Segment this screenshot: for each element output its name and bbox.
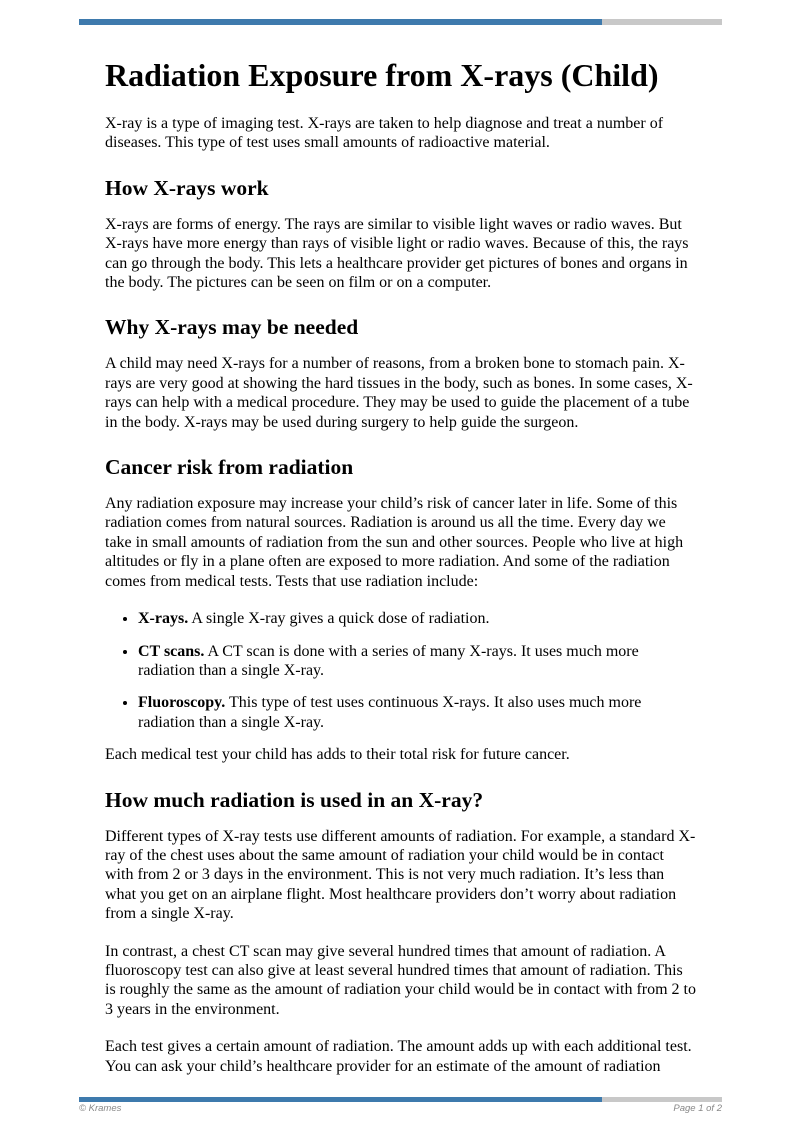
- section-heading-how-much-radiation: How much radiation is used in an X-ray?: [105, 787, 484, 812]
- copyright-label: © Krames: [79, 1103, 122, 1114]
- header-accent-bar: [79, 19, 722, 25]
- footer-accent-bar: [79, 1097, 722, 1102]
- page-number-label: Page 1 of 2: [673, 1103, 722, 1114]
- paragraph: Each test gives a certain amount of radiation. The amount adds up with each additional test. You can ask your child’s healthcare provider for an estimate of the amount of radiation: [105, 1038, 692, 1075]
- bullet-lead: CT scans.: [138, 642, 205, 660]
- list-item: [138, 609, 696, 628]
- paragraph: Different types of X-ray tests use different amounts of radiation. For example, a standard X-ray of the chest uses about the same amount of radiation your child would be in contact with from 2 or 3 days in the environment. This is not very much radiation. It’s less than what you get on an airplane flight. Most healthcare providers don’t worry about radiation from a single X-ray.: [105, 827, 696, 923]
- bullet-lead: X-rays.: [138, 610, 189, 628]
- list-item: [138, 693, 696, 732]
- intro-paragraph: X-ray is a type of imaging test. X-rays are taken to help diagnose and treat a number of diseases. This type of test uses small amounts of radioactive material.: [105, 115, 664, 152]
- footer-bar-blue-segment: [79, 1097, 602, 1102]
- paragraph: Any radiation exposure may increase your child’s risk of cancer later in life. Some of this radiation comes from natural sources. Radiation is around us all the time. Every day we take in small amounts of radiation from the sun and other sources. People who live at high altitudes or fly in a plane often are exposed to more radiation. And some of the radiation comes from medical tests. Tests that use radiation include:: [105, 495, 684, 590]
- header-bar-gray-segment: [602, 19, 722, 25]
- footer: [79, 1103, 722, 1114]
- footer-bar-gray-segment: [602, 1097, 722, 1102]
- section-heading-how-xrays-work: How X-rays work: [105, 175, 269, 200]
- paragraph: A child may need X-rays for a number of reasons, from a broken bone to stomach pain. X-rays are very good at showing the hard tissues in the body, such as bones. In some cases, X-rays can help with a medical procedure. They may be used to guide the placement of a tube in the body. X-rays may be used during surgery to help guide the surgeon.: [105, 355, 693, 431]
- list-item: [138, 642, 696, 681]
- paragraph: X-rays are forms of energy. The rays are similar to visible light waves or radio waves. But X-rays have more energy than rays of visible light or radio waves. Because of this, the rays can go through the body. This lets a healthcare provider get pictures of bones and organs in the body. The pictures can be seen on film or on a computer.: [105, 215, 689, 292]
- document-body: [105, 56, 696, 1094]
- bullet-lead: Fluoroscopy.: [138, 694, 226, 712]
- bullet-text: A single X-ray gives a quick dose of radiation.: [191, 610, 490, 628]
- bullet-text: A CT scan is done with a series of many X-rays. It uses much more radiation than a single X-ray.: [138, 642, 639, 679]
- radiation-tests-list: [105, 609, 696, 732]
- paragraph: Each medical test your child has adds to their total risk for future cancer.: [105, 746, 570, 764]
- section-heading-why-xrays-needed: Why X-rays may be needed: [105, 315, 359, 340]
- header-bar-blue-segment: [79, 19, 602, 25]
- bullet-text: This type of test uses continuous X-rays. It also uses much more radiation than a single X-ray.: [138, 694, 642, 731]
- section-heading-cancer-risk: Cancer risk from radiation: [105, 455, 354, 480]
- page-title: Radiation Exposure from X-rays (Child): [105, 57, 659, 93]
- paragraph: In contrast, a chest CT scan may give several hundred times that amount of radiation. A fluoroscopy test can also give at least several hundred times that amount of radiation. This is roughly the same as the amount of radiation your child would be in contact with from 2 to 3 years in the environment.: [105, 942, 696, 1018]
